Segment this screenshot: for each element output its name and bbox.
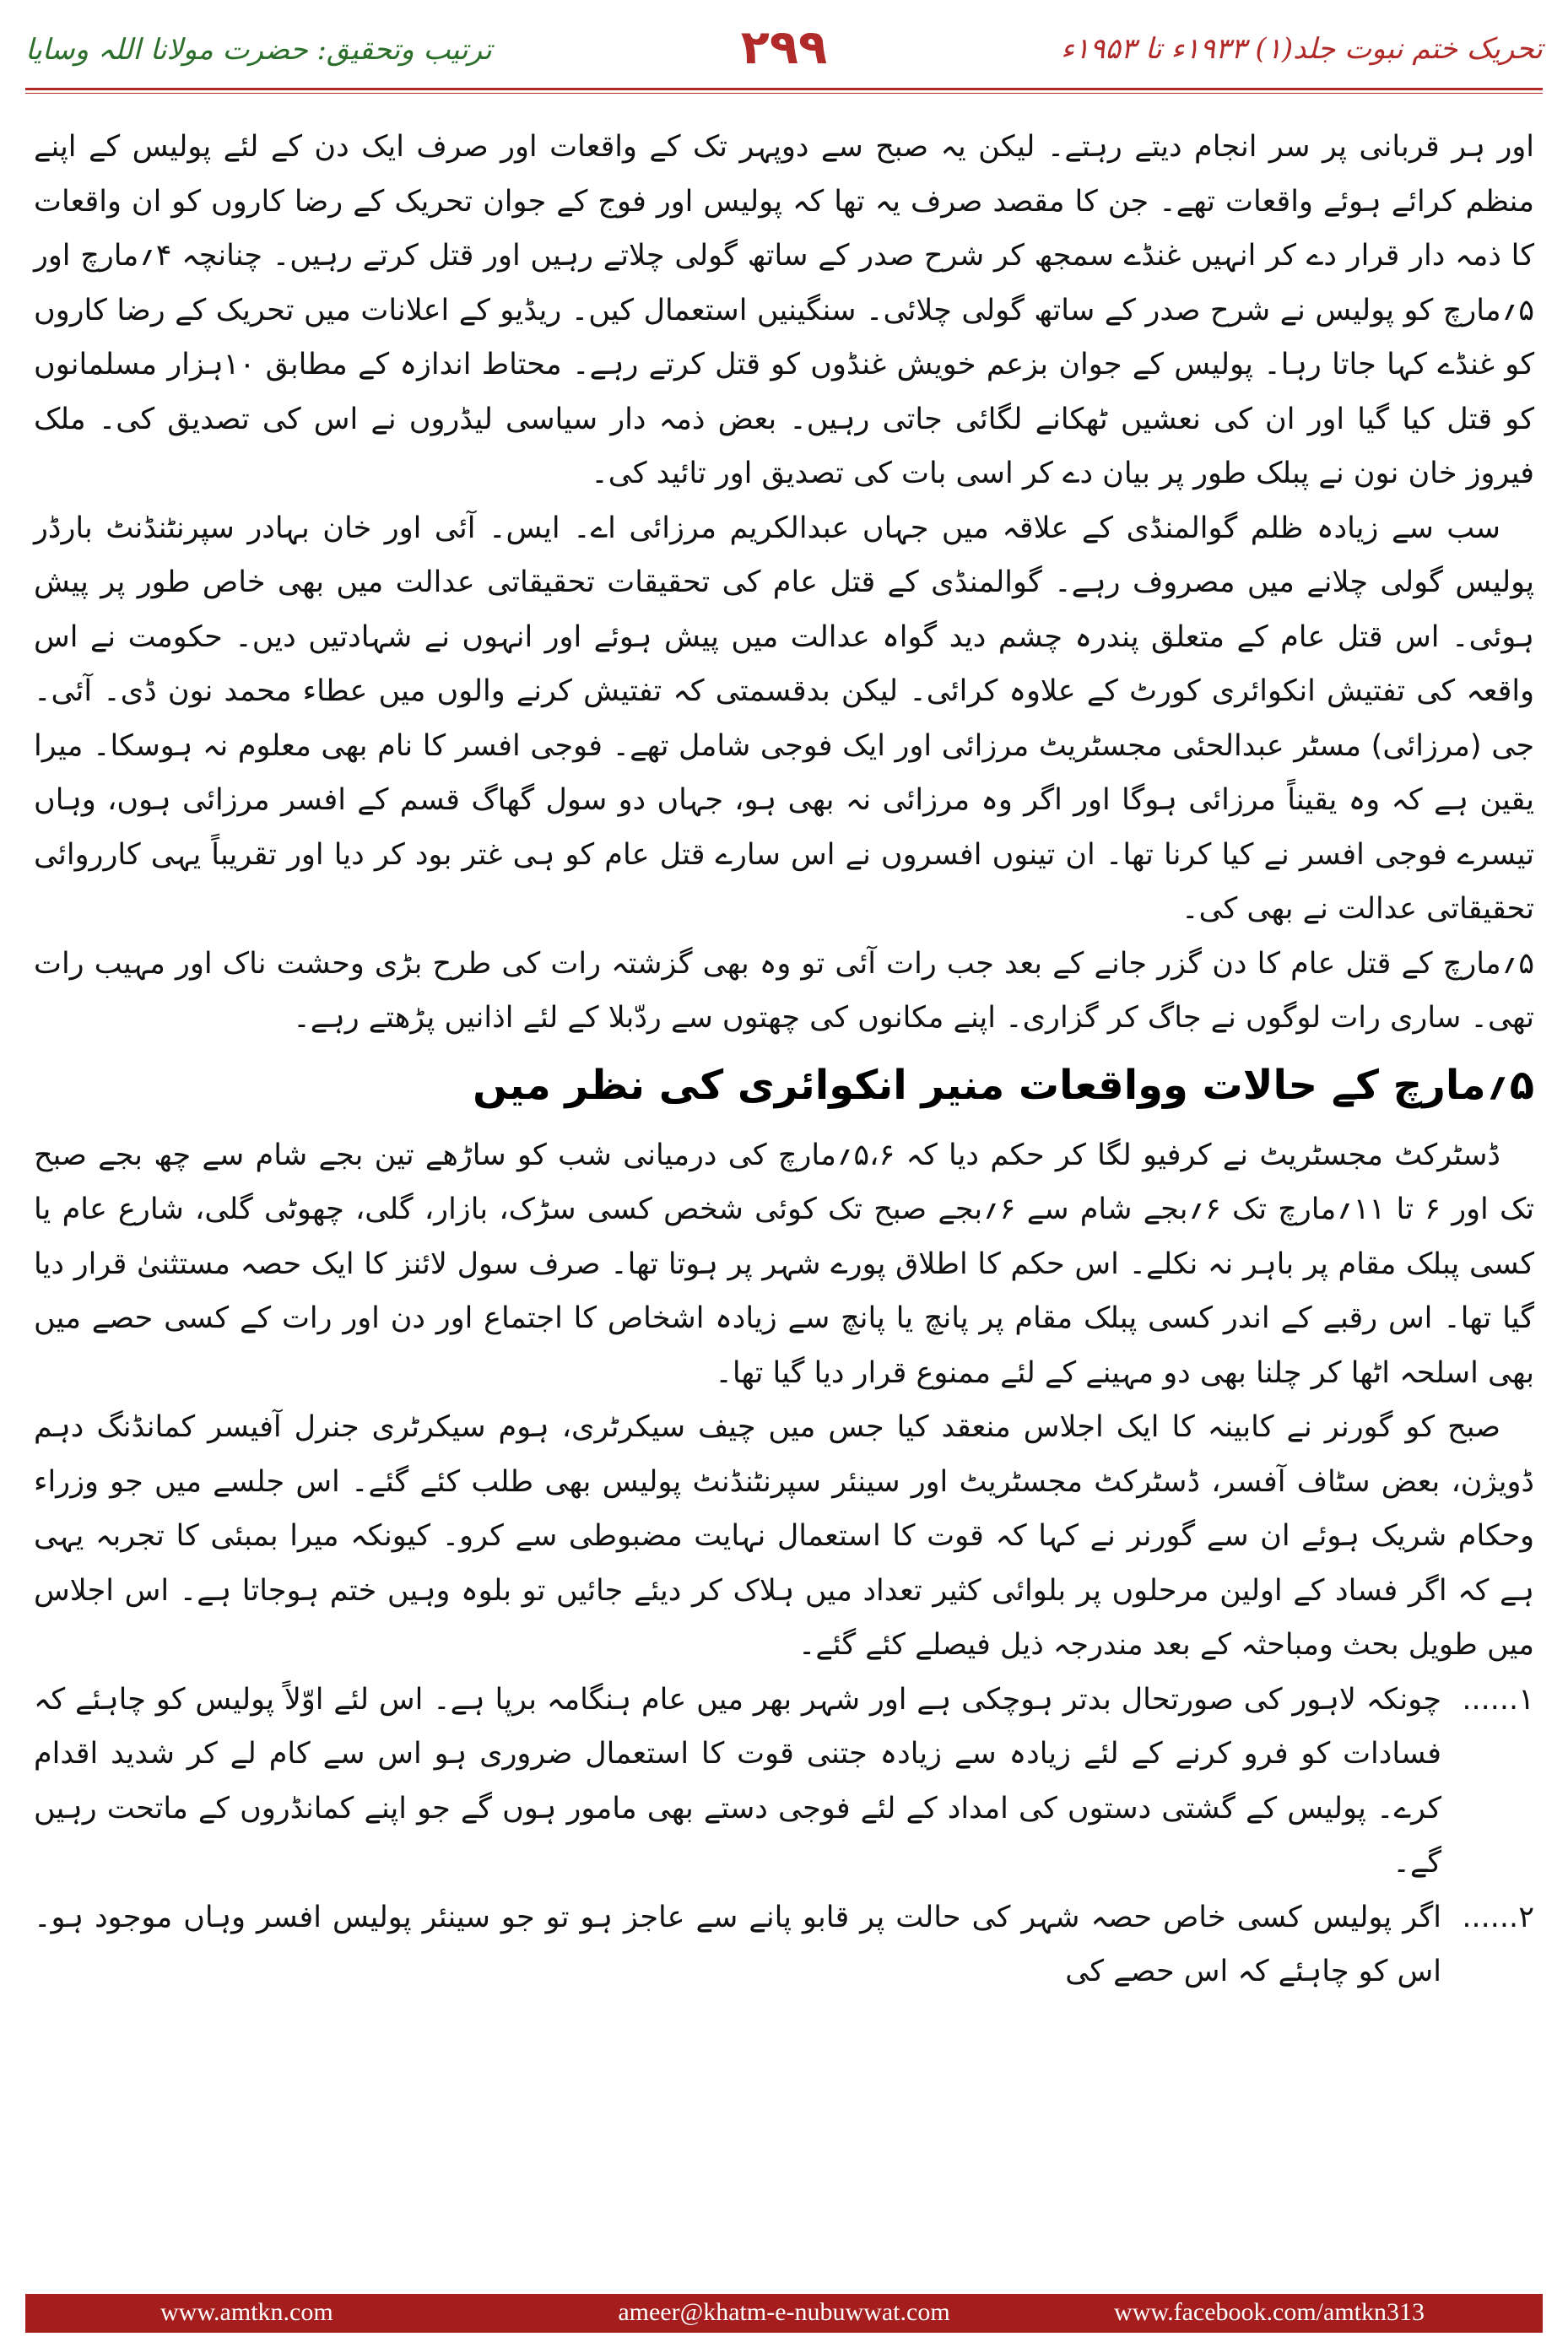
item-text: اگر پولیس کسی خاص حصہ شہر کی حالت پر قابو پانے سے عاجز ہو تو جو سینئر پولیس افسر وہاں موجود ہو۔ اس کو چاہئے کہ اس حصے کی <box>34 1900 1441 1988</box>
paragraph-5: صبح کو گورنر نے کابینہ کا ایک اجلاس منعقد کیا جس میں چیف سیکرٹری، ہوم سیکرٹری جنرل آفیسر کمانڈنگ دہم ڈویژن، بعض سٹاف آفسر، ڈسٹرکٹ مجسٹریٹ اور سینئر سپرنٹنڈنٹ پولیس بھی طلب کئے گئے۔ اس جلسے میں جو وزراء وحکام شریک ہوئے ان سے گورنر نے کہا کہ قوت کا استعمال نہایت مضبوطی سے کرو۔ کیونکہ میرا بمبئی کا تجربہ یہی ہے کہ اگر فساد کے اولین مرحلوں پر بلوائی کثیر تعداد میں ہلاک کر دیئے جائیں تو بلوہ وہیں ختم ہوجاتا ہے۔ اس اجلاس میں طویل بحث ومباحثہ کے بعد مندرجہ ذیل فیصلے کئے گئے۔ <box>34 1410 1534 1662</box>
section-heading: ۵؍مارچ کے حالات وواقعات منیر انکوائری کی نظر میں <box>473 1061 1534 1109</box>
facebook-link[interactable]: www.facebook.com/amtkn313 <box>1114 2298 1425 2326</box>
email-link[interactable]: ameer@khatm-e-nubuwwat.com <box>618 2298 950 2326</box>
page-number: ۲۹۹ <box>740 20 828 75</box>
decision-item-1 <box>34 1673 1534 1890</box>
page-body <box>34 120 1534 1999</box>
decision-item-2 <box>34 1890 1534 1999</box>
book-title: تحریک ختم نبوت جلد(۱) ۱۹۳۳ء تا ۱۹۵۳ء <box>1061 32 1543 66</box>
page-header <box>25 20 1543 88</box>
paragraph-4: ڈسٹرکٹ مجسٹریٹ نے کرفیو لگا کر حکم دیا کہ ۵،۶؍مارچ کی درمیانی شب کو ساڑھے تین بجے شام سے چھ بجے صبح تک اور ۶ تا ۱۱؍مارچ تک ۶؍بجے شام سے ۶؍بجے صبح تک کوئی شخص کسی سڑک، بازار، گلی، چھوٹی گلی، شارع عام یا کسی پبلک مقام پر باہر نہ نکلے۔ اس حکم کا اطلاق پورے شہر پر ہوتا تھا۔ صرف سول لائنز کا ایک حصہ مستثنیٰ قرار دیا گیا تھا۔ اس رقبے کے اندر کسی پبلک مقام پر پانچ یا پانچ سے زیادہ اشخاص کا اجتماع اور دن اور رات کے کسی حصے میں بھی اسلحہ اٹھا کر چلنا بھی دو مہینے کے لئے ممنوع قرار دیا گیا تھا۔ <box>34 1138 1535 1390</box>
website-link[interactable]: www.amtkn.com <box>160 2298 333 2326</box>
paragraph-3: ۵؍مارچ کے قتل عام کا دن گزر جانے کے بعد جب رات آئی تو وہ بھی گزشتہ رات کی طرح بڑی وحشت ناک اور مہیب رات تھی۔ ساری رات لوگوں نے جاگ کر گزاری۔ اپنے مکانوں کی چھتوں سے ردّبلا کے لئے اذانیں پڑھتے رہے۔ <box>34 946 1534 1035</box>
item-text: چونکہ لاہور کی صورتحال بدتر ہوچکی ہے اور شہر بھر میں عام ہنگامہ برپا ہے۔ اس لئے اوّلاً پولیس کو چاہئے کہ فسادات کو فرو کرنے کے لئے زیادہ سے زیادہ جتنی قوت کا استعمال ضروری ہو اس سے کام لے کر شدید اقدام کرے۔ پولیس کے گشتی دستوں کی امداد کے لئے فوجی دستے بھی مامور ہوں گے جو اپنے کمانڈروں کے ماتحت رہیں گے۔ <box>34 1682 1441 1880</box>
paragraph-2: سب سے زیادہ ظلم گوالمنڈی کے علاقہ میں جہاں عبدالکریم مرزائی اے۔ ایس۔ آئی اور خان بہادر سپرنٹنڈنٹ بارڈر پولیس گولی چلانے میں مصروف رہے۔ گوالمنڈی کے قتل عام کی تحقیقات تحقیقاتی عدالت میں بھی خاص طور پر پیش ہوئی۔ اس قتل عام کے متعلق پندرہ چشم دید گواہ عدالت میں پیش ہوئے اور انہوں نے شہادتیں دیں۔ حکومت نے اس واقعہ کی تفتیش انکوائری کورٹ کے علاوہ کرائی۔ لیکن بدقسمتی کہ تفتیش کرنے والوں میں عطاء محمد نون ڈی۔ آئی۔ جی (مرزائی) مسٹر عبدالحئی مجسٹریٹ مرزائی اور ایک فوجی شامل تھے۔ فوجی افسر کا نام بھی معلوم نہ ہوسکا۔ میرا یقین ہے کہ وہ یقیناً مرزائی ہوگا اور اگر وہ مرزائی نہ بھی ہو، جہاں دو سول گھاگ قسم کے افسر مرزائی ہوں، وہاں تیسرے فوجی افسر نے کیا کرنا تھا۔ ان تینوں افسروں نے اس سارے قتل عام کو ہی غتر بود کر دیا اور تقریباً یہی کارروائی تحقیقاتی عدالت نے بھی کی۔ <box>34 511 1534 926</box>
header-divider-thin <box>25 93 1543 94</box>
paragraph-1: اور ہر قربانی پر سر انجام دیتے رہتے۔ لیکن یہ صبح سے دوپہر تک کے واقعات اور صرف ایک دن کے لئے پولیس کے اپنے منظم کرائے ہوئے واقعات تھے۔ جن کا مقصد صرف یہ تھا کہ پولیس اور فوج کے جوان تحریک کے رضا کاروں کو ان واقعات کا ذمہ دار قرار دے کر انہیں غنڈے سمجھ کر شرح صدر کے ساتھ گولی چلاتے رہیں اور قتل کرتے رہیں۔ چنانچہ ۴؍مارچ اور ۵؍مارچ کو پولیس نے شرح صدر کے ساتھ گولی چلائی۔ سنگینیں استعمال کیں۔ ریڈیو کے اعلانات میں تحریک کے رضا کاروں کو غنڈے کہا جاتا رہا۔ پولیس کے جوان بزعم خویش غنڈوں کو قتل کرتے رہے۔ محتاط اندازہ کے مطابق ۱۰ہزار مسلمانوں کو قتل کیا گیا اور ان کی نعشیں ٹھکانے لگائی جاتی رہیں۔ بعض ذمہ دار سیاسی لیڈروں نے اس کی تصدیق کی۔ ملک فیروز خان نون نے پبلک طور پر بیان دے کر اسی بات کی تصدیق اور تائید کی۔ <box>34 130 1534 490</box>
compiler-credit: ترتیب وتحقیق: حضرت مولانا اللہ وسایا <box>25 33 492 67</box>
page-footer <box>25 2294 1543 2333</box>
item-number: ۲...... <box>1462 1900 1534 1934</box>
item-number: ۱...... <box>1462 1682 1534 1717</box>
header-divider <box>25 88 1543 90</box>
